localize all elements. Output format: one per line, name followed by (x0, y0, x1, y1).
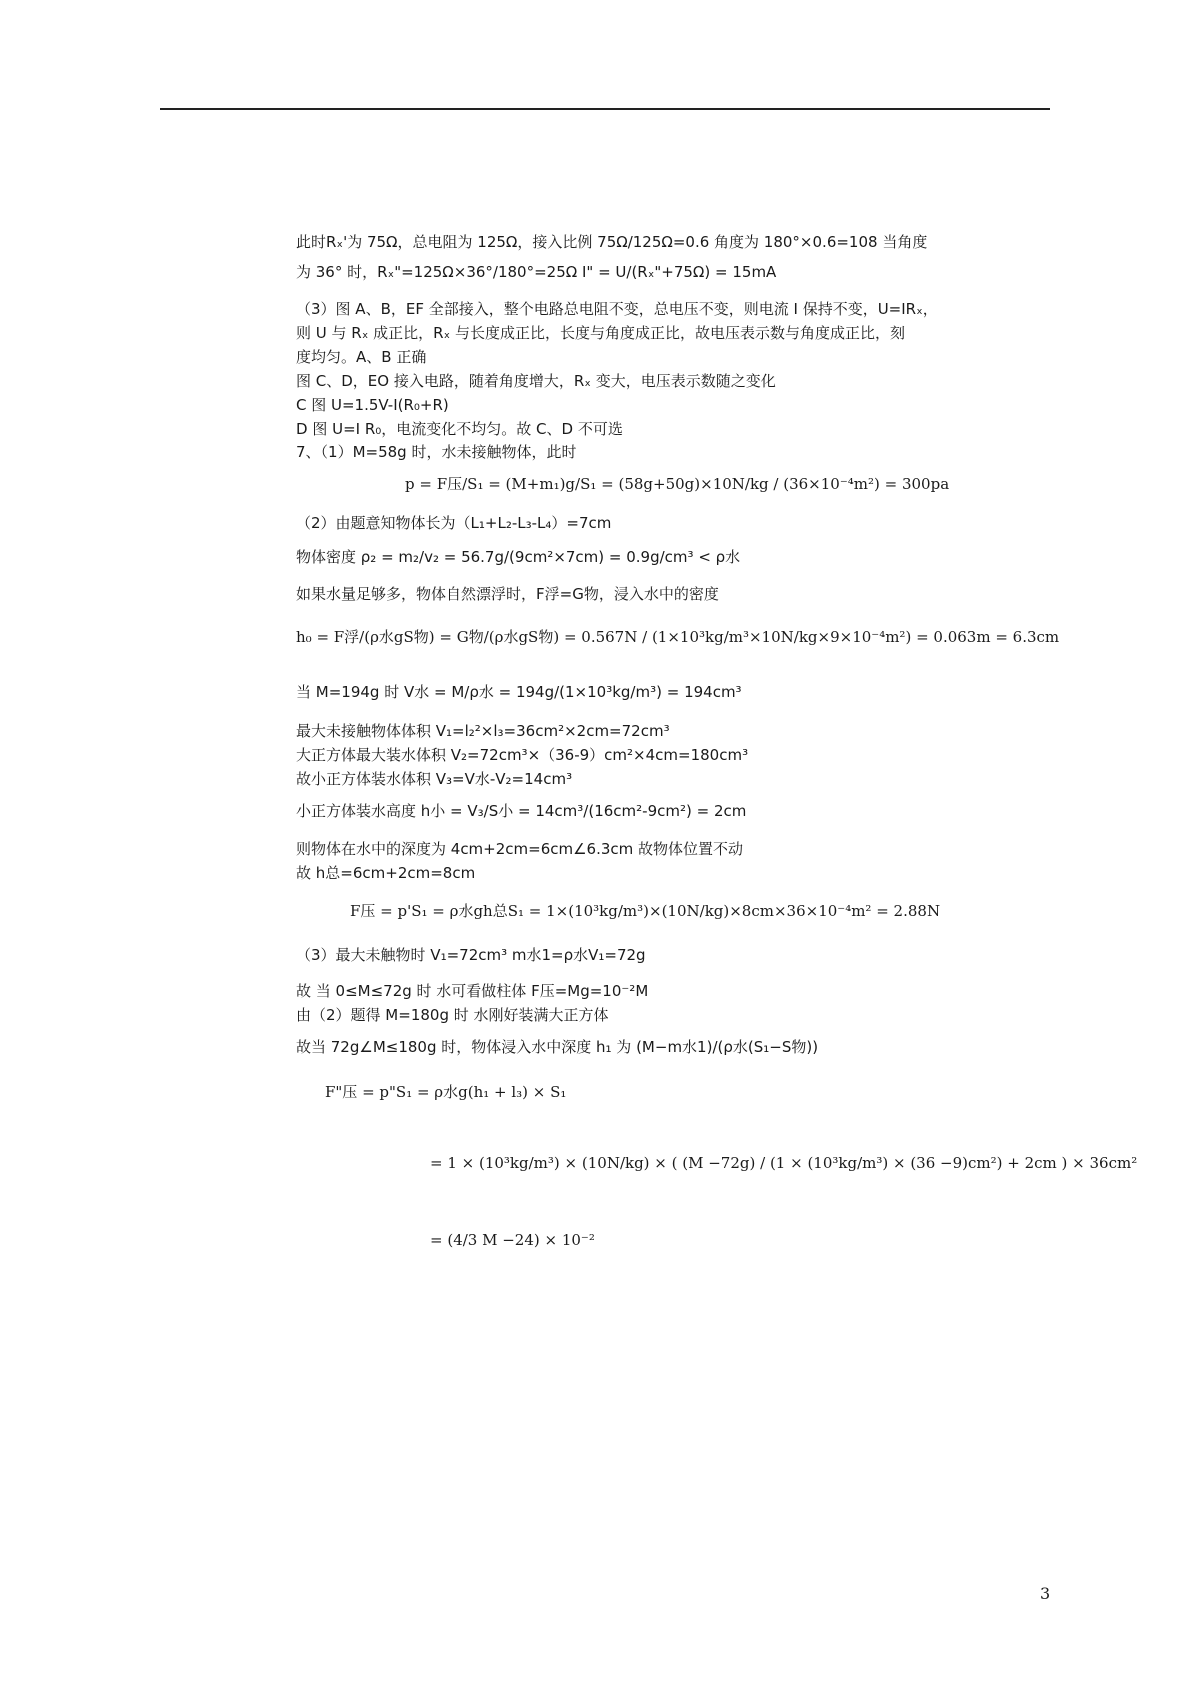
formula-f-pressure: F压 = p'S₁ = ρ水gh总S₁ = 1×(10³kg/m³)×(10N/kg)×8cm×36×10⁻⁴m² = 2.88N (350, 902, 941, 920)
text-line: （2）由题意知物体长为（L₁+L₂-L₃-L₄）=7cm (296, 514, 612, 532)
text-line: （3）图 A、B，EF 全部接入，整个电路总电阻不变，总电压不变，则电流 I 保持不变，U=IRₓ， (296, 300, 938, 318)
text-line: 如果水量足够多，物体自然漂浮时，F浮=G物，浸入水中的密度 (296, 585, 719, 603)
formula-pressure: p = F压/S₁ = (M+m₁)g/S₁ = (58g+50g)×10N/kg / (36×10⁻⁴m²) = 300pa (405, 475, 950, 493)
header-rule (160, 108, 1050, 110)
text-line: 图 C、D，EO 接入电路，随着角度增大，Rₓ 变大，电压表示数随之变化 (296, 372, 776, 390)
text-line: 最大未接触物体体积 V₁=l₂²×l₃=36cm²×2cm=72cm³ (296, 722, 670, 740)
text-line: 故当 72g∠M≤180g 时，物体浸入水中深度 h₁ 为 (M−m水1)/(ρ水(S₁−S物)) (296, 1038, 819, 1056)
formula-h0: h₀ = F浮/(ρ水gS物) = G物/(ρ水gS物) = 0.567N / (1×10³kg/m³×10N/kg×9×10⁻⁴m²) = 0.063m = 6.3cm (296, 628, 1060, 646)
text-line: 则物体在水中的深度为 4cm+2cm=6cm∠6.3cm 故物体位置不动 (296, 840, 744, 858)
text-line: （3）最大未触物时 V₁=72cm³ m水1=ρ水V₁=72g (296, 946, 646, 964)
text-line: 故 h总=6cm+2cm=8cm (296, 864, 476, 882)
text-line: 为 36° 时，Rₓ"=125Ω×36°/180°=25Ω I" = U/(Rₓ"+75Ω) = 15mA (296, 263, 777, 281)
text-line: 故 当 0≤M≤72g 时 水可看做柱体 F压=Mg=10⁻²M (296, 982, 649, 1000)
text-line: 由（2）题得 M=180g 时 水刚好装满大正方体 (296, 1006, 609, 1024)
text-line: 度均匀。A、B 正确 (296, 348, 427, 366)
text-line: 此时Rₓ'为 75Ω，总电阻为 125Ω，接入比例 75Ω/125Ω=0.6 角度为 180°×0.6=108 当角度 (296, 233, 928, 251)
text-line: C 图 U=1.5V-I(R₀+R) (296, 396, 449, 414)
text-line: 当 M=194g 时 V水 = M/ρ水 = 194g/(1×10³kg/m³) = 194cm³ (296, 683, 742, 701)
formula-f2-line3: = (4/3 M −24) × 10⁻² (430, 1231, 595, 1249)
text-line: 大正方体最大装水体积 V₂=72cm³×（36-9）cm²×4cm=180cm³ (296, 746, 749, 764)
formula-f2-line2: = 1 × (10³kg/m³) × (10N/kg) × ( (M −72g) / (1 × (10³kg/m³) × (36 −9)cm²) + 2cm ) × 36cm² (430, 1154, 1138, 1172)
text-line: 小正方体装水高度 h小 = V₃/S小 = 14cm³/(16cm²-9cm²) = 2cm (296, 802, 747, 820)
text-line: D 图 U=I R₀，电流变化不均匀。故 C、D 不可选 (296, 420, 623, 438)
formula-f2-line1: F"压 = p"S₁ = ρ水g(h₁ + l₃) × S₁ (325, 1083, 567, 1101)
text-line: 则 U 与 Rₓ 成正比，Rₓ 与长度成正比，长度与角度成正比，故电压表示数与角度成正比，刻 (296, 324, 905, 342)
text-line: 物体密度 ρ₂ = m₂/v₂ = 56.7g/(9cm²×7cm) = 0.9g/cm³ < ρ水 (296, 548, 741, 566)
text-line: 7、（1）M=58g 时，水未接触物体，此时 (296, 443, 577, 461)
text-line: 故小正方体装水体积 V₃=V水-V₂=14cm³ (296, 770, 573, 788)
page-number: 3 (1040, 1584, 1051, 1603)
